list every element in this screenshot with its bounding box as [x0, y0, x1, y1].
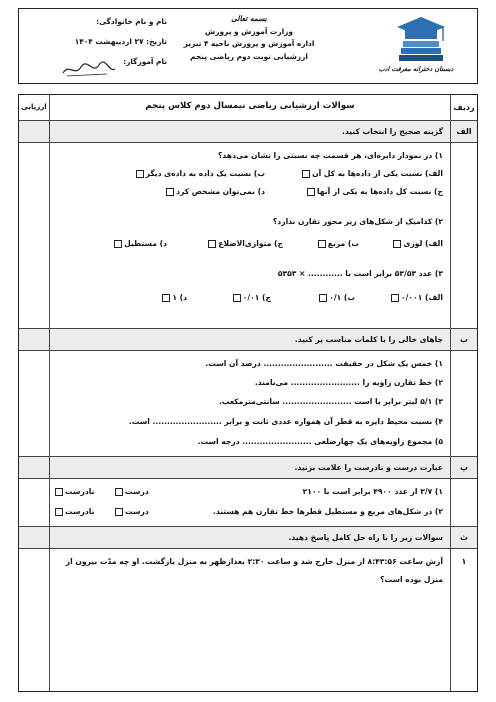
question-table	[18, 94, 478, 692]
option-choice[interactable]: ج) ۰/۰۱	[233, 293, 271, 302]
section-title: جاهای خالی را با کلمات مناسب پر کنید.	[294, 335, 443, 344]
row-number	[450, 143, 477, 328]
option-choice[interactable]: ب) ۰/۱	[319, 293, 355, 302]
option-choice[interactable]: ب) مربع	[318, 239, 359, 248]
checkbox[interactable]	[55, 508, 63, 516]
problem-text: آرش ساعت ۸:۴۳:۵۶ از منزل خارج شد و ساعت ۲:۳۰ بعدازظهر به منزل بازگشت. او چه مدّت بیرون از	[65, 557, 443, 566]
table-heading-row	[19, 95, 477, 121]
section-p-questions	[49, 479, 451, 526]
checkbox[interactable]	[318, 240, 326, 248]
true-false-item: ۲) در شکل‌های مربع و مستطیل قطر‌ها خط تقارن هم هستند.	[212, 507, 443, 516]
checkbox[interactable]	[55, 488, 63, 496]
checkbox[interactable]	[302, 170, 310, 178]
section-t-body	[19, 549, 477, 691]
option-choice[interactable]: الف) ۰/۰۰۱	[391, 293, 443, 302]
section-title: گزینه صحیح را انتخاب کنید.	[341, 127, 443, 136]
fill-blank-item: ۴) نسبت محیط دایره به قطر آن همواره عددی ثابت و برابر ........................ است.	[128, 417, 443, 426]
option-choice[interactable]: د) ۱	[162, 293, 187, 302]
question-text: ۳) عدد ۵۳/۵۳ برابر است با ............ × ۵۳۵۳	[277, 269, 443, 278]
true-option[interactable]: درست	[115, 487, 149, 496]
fill-blank-item: ۳) ۵/۱ لیتر برابر با است ........................ سانتی‌مترمکعب.	[218, 397, 443, 406]
checkbox[interactable]	[307, 188, 315, 196]
checkbox[interactable]	[166, 188, 174, 196]
section-b-body	[19, 351, 477, 457]
fill-blank-item: ۵) مجموع زاویه‌های یک چهارضلعی ........................ درجه است.	[197, 437, 443, 446]
checkbox[interactable]	[136, 170, 144, 178]
checkbox[interactable]	[391, 294, 399, 302]
checkbox[interactable]	[115, 508, 123, 516]
score-cell	[19, 549, 50, 691]
score-cell	[19, 527, 50, 548]
score-cell	[19, 121, 50, 142]
section-b-title	[49, 329, 451, 350]
option-choice[interactable]: ب) نسبت یک داده به داده‌ی دیگر	[136, 169, 265, 178]
question-text: ۱) در نمودار دایره‌ای، هر قسمت چه نسبتی را نشان می‌دهد؟	[218, 151, 443, 160]
dept: اداره آموزش و پرورش ناحیه ۴ تبریز	[183, 39, 315, 48]
row-number	[450, 479, 477, 526]
score-cell	[19, 351, 50, 456]
exam-page	[18, 8, 478, 702]
bismillah: بسمه تعالی	[231, 14, 267, 23]
header-center	[169, 13, 329, 63]
checkbox[interactable]	[208, 240, 216, 248]
checkbox[interactable]	[233, 294, 241, 302]
section-a-header	[19, 121, 477, 143]
school-logo	[361, 13, 471, 81]
table-title: سوالات ارزشیابی ریاضی نیمسال دوم کلاس پنجم	[145, 101, 355, 111]
col-row-header: ردیف	[450, 95, 477, 120]
question-text: ۲) کدامیک از شکل‌های زیر محور تقارن ندارد؟	[272, 217, 443, 226]
option-choice[interactable]: ج) متوازی‌الاضلاع	[208, 239, 283, 248]
fill-blank-item: ۱) خمس یک شکل در حقیقت ........................ درصد آن است.	[205, 359, 443, 368]
teacher-field-label: نام آموزگار:	[123, 57, 167, 66]
section-letter: ب	[450, 329, 477, 350]
section-a-title	[49, 121, 451, 142]
fill-blank-item: ۲) خط تقارن زاویه را ........................ می‌نامند.	[254, 378, 443, 387]
date-label: تاریخ: ۲۷ اردیبهشت ۱۴۰۴	[74, 37, 167, 46]
section-title: عبارت درست و نادرست را علامت بزنید.	[294, 463, 443, 472]
section-a-questions	[49, 143, 451, 328]
exam-name: ارزشیابی نوبت دوم ریاضی پنجم	[190, 51, 308, 61]
option-choice[interactable]: د) نمی‌توان مشخص کرد	[166, 187, 265, 196]
section-b-questions	[49, 351, 451, 456]
name-field-label: نام و نام خانوادگی:	[96, 17, 167, 26]
ministry: وزارت آموزش و پرورش	[205, 26, 293, 36]
col-score-header: ارزیابی	[19, 95, 50, 120]
true-false-item: ۱) ۳/۷ از عدد ۴۹۰۰ برابر است با ۲۱۰۰	[302, 487, 443, 496]
score-cell	[19, 329, 50, 350]
option-choice[interactable]: الف) لوزی	[393, 239, 443, 248]
section-t-title	[49, 527, 451, 548]
true-option[interactable]: درست	[115, 507, 149, 516]
section-a-body	[19, 143, 477, 329]
score-cell	[19, 479, 50, 526]
score-cell	[19, 143, 50, 328]
checkbox[interactable]	[393, 240, 401, 248]
checkbox[interactable]	[114, 240, 122, 248]
row-number: ۱	[450, 549, 477, 691]
option-choice[interactable]: د) مستطیل	[114, 239, 167, 248]
problem-text: منزل بوده است؟	[380, 575, 443, 584]
section-t-header	[19, 527, 477, 549]
checkbox[interactable]	[319, 294, 327, 302]
section-p-body	[19, 479, 477, 527]
row-number	[450, 351, 477, 456]
section-letter: پ	[450, 457, 477, 478]
section-t-questions	[49, 549, 451, 691]
false-option[interactable]: نادرست	[55, 507, 94, 516]
section-p-title	[49, 457, 451, 478]
section-letter: ث	[450, 527, 477, 548]
section-p-header	[19, 457, 477, 479]
section-b-header	[19, 329, 477, 351]
score-cell	[19, 457, 50, 478]
section-letter: الف	[450, 121, 477, 142]
checkbox[interactable]	[115, 488, 123, 496]
option-choice[interactable]: ج) نسبت کل داده‌ها به یکی از آنها	[307, 187, 443, 196]
checkbox[interactable]	[162, 294, 170, 302]
false-option[interactable]: نادرست	[55, 487, 94, 496]
option-choice[interactable]: الف) نسبت یکی از داده‌ها به کل آن	[302, 169, 443, 178]
school-name: دبستان دخترانه معرفت ادب	[378, 65, 454, 73]
teacher-signature	[59, 59, 119, 79]
exam-header	[18, 8, 478, 84]
section-title: سوالات زیر را با راه حل کامل پاسخ دهید.	[288, 533, 443, 542]
